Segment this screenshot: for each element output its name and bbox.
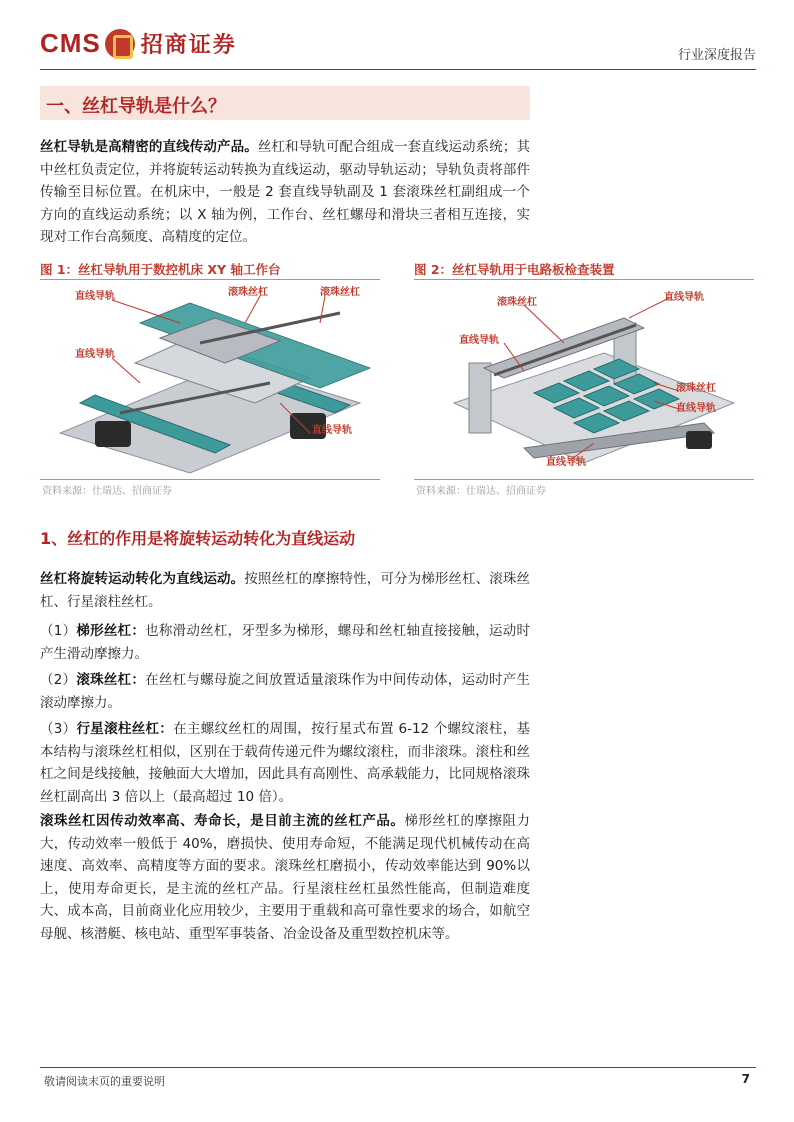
fig1-label-rail-top-left: 直线导轨	[75, 291, 115, 302]
fig1-label-rail-bottom-right: 直线导轨	[312, 425, 352, 436]
figure2-image	[414, 283, 754, 475]
header-divider	[40, 69, 756, 70]
p2-prefix: （1）	[40, 623, 77, 639]
p3-prefix: （2）	[40, 672, 77, 688]
footer-notice: 敬请阅读末页的重要说明	[44, 1075, 165, 1088]
figure2-source: 资料来源：仕瑞达、招商证券	[416, 486, 546, 497]
fig2-label-rail-right: 直线导轨	[676, 403, 716, 414]
p4-bold: 行星滚柱丝杠：	[76, 721, 174, 737]
report-type: 行业深度报告	[677, 48, 756, 63]
p4-text: 在主螺纹丝杠的周围，按行星式布置 6-12 个螺纹滚柱，基本结构与滚珠丝杠相似，区别在于载荷传递元件为螺纹滚柱，而非滚珠。滚柱和丝杠之间是线接触，接触面大大增加，因此具有高刚性、高承载能力，比同规格滚珠丝杠副高出 3 倍以上（最高超过 10 倍）。	[40, 721, 531, 805]
figure1-source: 资料来源：仕瑞达、招商证券	[42, 486, 172, 497]
p1-bold: 丝杠将旋转运动转化为直线运动。	[40, 571, 245, 587]
p2-text: 也称滑动丝杠，牙型多为梯形，螺母和丝杠轴直接接触，运动时产生滑动摩擦力。	[40, 623, 531, 662]
section-title: 一、丝杠导轨是什么？	[46, 96, 226, 117]
fig2-label-screw-top: 滚珠丝杠	[497, 297, 537, 308]
p3-text: 在丝杠与螺母旋之间放置适量滚珠作为中间传动体，运动时产生滚动摩擦力。	[40, 672, 531, 711]
logo-badge-icon	[105, 29, 135, 59]
figure1-bottom-line	[40, 479, 380, 480]
figure2-caption-line	[414, 279, 754, 280]
paragraph-screw-function	[40, 568, 530, 613]
paragraph-ball-screw	[40, 669, 530, 714]
footer-divider	[40, 1067, 756, 1068]
figure2-bottom-line	[414, 479, 754, 480]
p5-bold: 滚珠丝杠因传动效率高、寿命长，是目前主流的丝杠产品。	[40, 813, 405, 829]
figure1-image	[40, 283, 380, 475]
subsection-title: 1、丝杠的作用是将旋转运动转化为直线运动	[40, 529, 356, 548]
p3-bold: 滚珠丝杠：	[76, 672, 146, 688]
paragraph-planetary-roller-screw	[40, 718, 530, 808]
p4-prefix: （3）	[40, 721, 77, 737]
intro-bold: 丝杠导轨是高精密的直线传动产品。	[40, 139, 258, 155]
figure1-caption: 图 1：丝杠导轨用于数控机床 XY 轴工作台	[40, 262, 281, 277]
fig2-label-rail-top-right: 直线导轨	[664, 292, 704, 303]
p5-text: 梯形丝杠的摩擦阻力大，传动效率一般低于 40%，磨损快、使用寿命短，不能满足现代机械传动在高速度、高效率、高精度等方面的要求。滚珠丝杠磨损小，传动效率能达到 90%以上，使用寿命更长，是主流的丝杠产品。行星滚柱丝杠虽然性能高，但制造难度大、成本高，目前商业化应用较少，主要用于重载和高可靠性要求的场合，如航空母舰、核潜艇、核电站、重型军事装备、冶金设备及重型数控机床等。	[40, 813, 531, 942]
p2-bold: 梯形丝杠：	[76, 623, 146, 639]
company-logo	[40, 28, 237, 59]
logo-company-name: 招商证券	[140, 33, 237, 58]
fig2-label-rail-left: 直线导轨	[459, 335, 499, 346]
page-header	[40, 22, 756, 68]
figure2-caption: 图 2：丝杠导轨用于电路板检查装置	[414, 262, 615, 277]
intro-paragraph	[40, 136, 530, 249]
fig2-label-rail-bottom: 直线导轨	[546, 457, 586, 468]
logo-cms-text: CMS	[40, 28, 101, 58]
intro-text: 丝杠和导轨可配合组成一套直线运动系统；其中丝杠负责定位，并将旋转运动转换为直线运动，驱动导轨运动；导轨负责将部件传输至目标位置。在机床中，一般是 2 套直线导轨副及 1 套滚珠丝杠副组成一个方向的直线运动系统；以 X 轴为例，工作台、丝杠螺母和滑块三者相互连接，实现对工作台高频度、高精度的定位。	[40, 139, 530, 245]
paragraph-ball-screw-mainstream	[40, 810, 530, 945]
fig1-label-screw-top-right: 滚珠丝杠	[320, 287, 360, 298]
fig2-label-screw-right: 滚珠丝杠	[676, 383, 716, 394]
section-title-bar	[40, 86, 530, 120]
page-number: 7	[741, 1072, 750, 1086]
p1-text: 按照丝杠的摩擦特性，可分为梯形丝杠、滚珠丝杠、行星滚柱丝杠。	[40, 571, 531, 610]
paragraph-trapezoidal-screw	[40, 620, 530, 665]
fig1-label-rail-mid-left: 直线导轨	[75, 349, 115, 360]
fig1-label-screw-top: 滚珠丝杠	[228, 287, 268, 298]
figure1-caption-line	[40, 279, 380, 280]
